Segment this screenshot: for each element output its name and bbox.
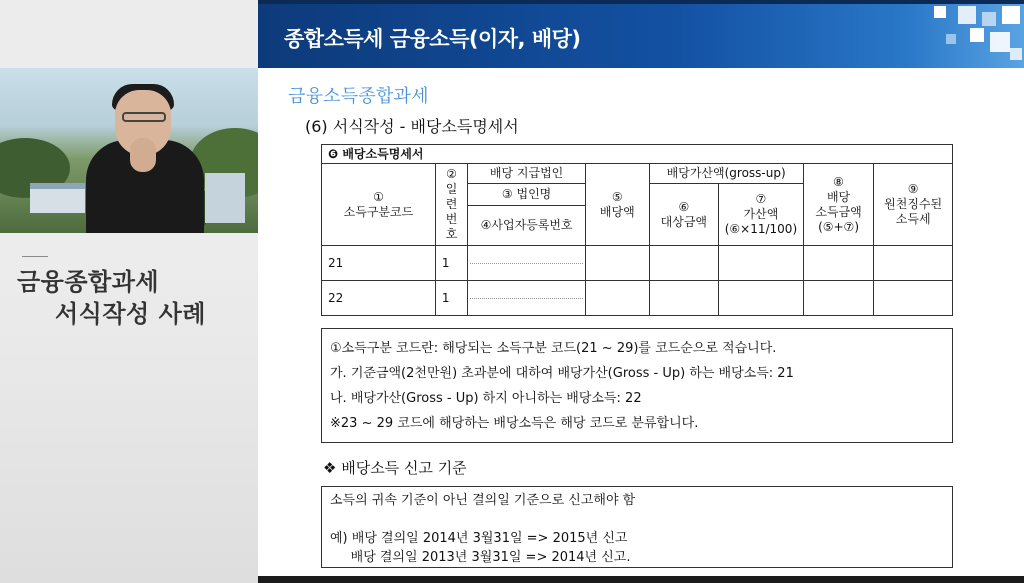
cell-withholding — [874, 281, 953, 316]
cell-dividend — [586, 246, 650, 281]
cell-income-code: 21 — [322, 246, 436, 281]
glasses-shape — [122, 112, 166, 122]
mosaic-square — [1002, 6, 1020, 24]
slide-title: 종합소득세 금융소득(이자, 배당) — [284, 27, 581, 51]
header-text: 가산액 — [743, 207, 779, 221]
header-text: ② — [446, 167, 457, 181]
mosaic-square — [990, 32, 1010, 52]
header-text: 소득금액 — [815, 204, 862, 219]
cell-base-amount — [649, 281, 719, 316]
cell-withholding — [874, 246, 953, 281]
header-text: (⑥×11/100) — [724, 222, 798, 236]
header-text: 배당액 — [599, 204, 635, 219]
cell-income-code: 22 — [322, 281, 436, 316]
cell-base-amount — [649, 246, 719, 281]
cell-income-amount — [803, 281, 874, 316]
cell-payer — [468, 281, 586, 316]
bottom-border — [258, 576, 1024, 583]
left-panel — [0, 0, 258, 583]
header-text: ① — [373, 189, 384, 204]
header-text: ⑦ — [755, 192, 767, 206]
header-base-amount — [649, 184, 719, 246]
report-line: 배당 결의일 2013년 3월31일 => 2014년 신고. — [330, 550, 631, 565]
table-row — [322, 281, 953, 316]
header-text: ⑤ — [611, 189, 623, 204]
lecture-title-line1: 금융종합과세 — [17, 268, 160, 296]
note-line: ※23 ~ 29 코드에 해당하는 배당소득은 해당 코드로 분류합니다. — [330, 416, 699, 431]
note-line: ①소득구분 코드란: 해당되는 소득구분 코드(21 ~ 29)를 코드순으로 적습니다. — [330, 341, 777, 356]
mosaic-square — [946, 34, 956, 44]
mosaic-square — [958, 6, 976, 24]
header-text: 번 — [445, 212, 458, 226]
cell-dividend — [586, 281, 650, 316]
header-text: 일 — [445, 182, 458, 196]
header-biz-reg-no: ④사업자등록번호 — [468, 206, 586, 246]
lecturer-hand — [130, 138, 156, 172]
header-withholding — [874, 164, 953, 246]
cell-added-amount — [719, 281, 804, 316]
cell-income-amount — [803, 246, 874, 281]
dotted-divider — [470, 263, 583, 264]
header-text: 소득구분코드 — [343, 204, 414, 219]
mosaic-square — [934, 6, 946, 18]
header-text: 호 — [445, 227, 458, 241]
income-code-notes — [321, 328, 953, 443]
slide-header — [258, 4, 1024, 68]
building-shape — [205, 173, 245, 223]
cell-payer — [468, 246, 586, 281]
title-divider — [22, 256, 48, 257]
header-added-amount — [719, 184, 804, 246]
table-row — [322, 246, 953, 281]
header-gross-up: 배당가산액(gross-up) — [649, 164, 803, 184]
header-text: ⑥ — [678, 199, 690, 214]
mosaic-square — [982, 12, 996, 26]
building-shape — [30, 183, 85, 213]
dividend-income-form-table — [321, 144, 953, 316]
report-criteria-box — [321, 486, 953, 568]
mosaic-square — [970, 28, 984, 42]
header-text: 련 — [445, 197, 458, 211]
header-text: 소득세 — [895, 212, 931, 226]
cell-added-amount — [719, 246, 804, 281]
header-payer: 배당 지급법인 — [468, 164, 586, 184]
report-criteria-heading: ❖ 배당소득 신고 기준 — [323, 459, 467, 477]
header-text: 대상금액 — [660, 214, 708, 229]
header-corp-name: ③ 법인명 — [468, 184, 586, 206]
subsection-title: (6) 서식작성 - 배당소득명세서 — [305, 117, 519, 136]
left-top-band — [0, 0, 258, 68]
report-line: 소득의 귀속 기준이 아닌 결의일 기준으로 신고해야 함 — [330, 493, 636, 508]
report-line — [330, 510, 944, 529]
cell-serial: 1 — [435, 281, 467, 316]
header-dividend — [586, 164, 650, 246]
mosaic-square — [1010, 48, 1022, 60]
cell-serial: 1 — [435, 246, 467, 281]
lecture-title-line2: 서식작성 사례 — [55, 300, 206, 328]
header-text: ⑧ — [833, 174, 844, 189]
header-text: (⑤+⑦) — [818, 219, 859, 234]
dotted-divider — [470, 298, 583, 299]
form-caption: ❻ 배당소득명세서 — [322, 145, 953, 164]
section-title: 금융소득종합과세 — [288, 86, 429, 107]
header-income-code — [322, 164, 436, 246]
note-line: 가. 기준금액(2천만원) 초과분에 대하여 배당가산(Gross - Up) 하는 배당소득: 21 — [330, 366, 794, 381]
header-income-amount — [803, 164, 874, 246]
header-text: 배당 — [826, 189, 851, 204]
note-line: 나. 배당가산(Gross - Up) 하지 아니하는 배당소득: 22 — [330, 391, 642, 406]
header-serial-no — [435, 164, 467, 246]
header-text: ⑨ — [907, 182, 919, 196]
header-text: 원천징수된 — [884, 197, 943, 211]
report-line: 예) 배당 결의일 2014년 3월31일 => 2015년 신고 — [330, 531, 628, 546]
lecturer-video[interactable] — [0, 68, 258, 233]
